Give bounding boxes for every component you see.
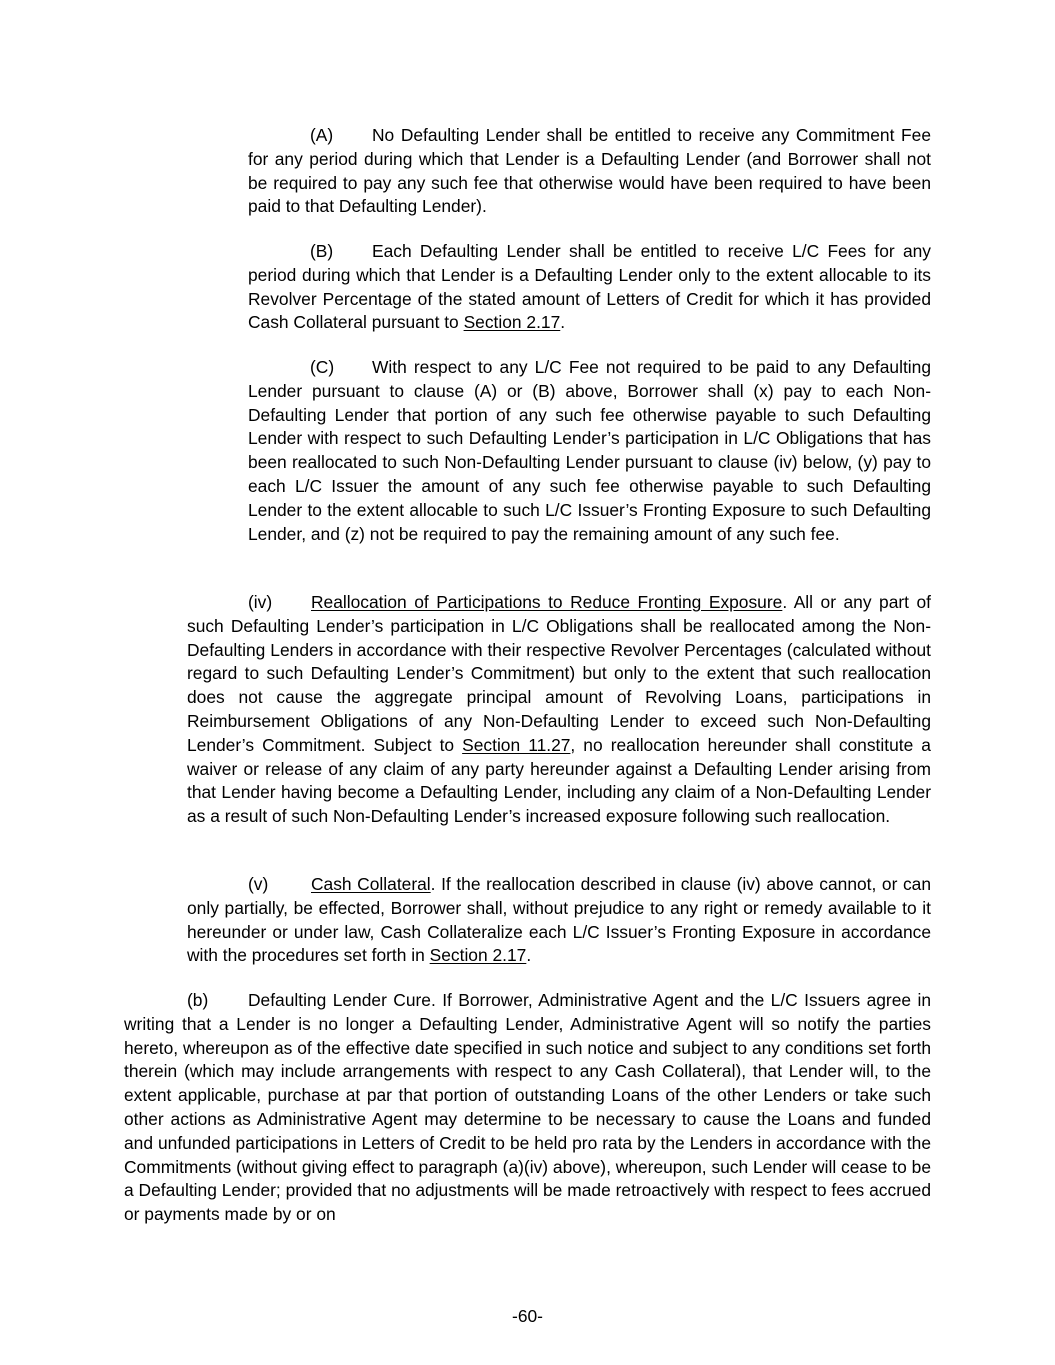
paragraph-end: . bbox=[560, 312, 566, 333]
paragraph-b bbox=[124, 989, 931, 1227]
paragraph-end: . bbox=[526, 945, 532, 966]
clause-label: (b) bbox=[187, 990, 209, 1010]
paragraph-A bbox=[248, 124, 931, 219]
section-reference-link[interactable]: Section 11.27 bbox=[462, 734, 571, 755]
paragraph-heading: Cash Collateral bbox=[311, 874, 431, 894]
paragraph-text: With respect to any L/C Fee not required to be paid to any Defaulting Lender pursuant to clause (A) or (B) above, Borrower shall (x) pay to each Non-Defaulting Lender that portion of any such fee otherwise payable to such Defaulting Lender with respect to such Defaulting Lender’s participation in L/C Obligations that has been reallocated to such Non-Defaulting Lender pursuant to clause (iv) below, (y) pay to each L/C Issuer the amount of any such fee otherwise payable to such Defaulting Lender to the extent allocable to such L/C Issuer’s Fronting Exposure to such Defaulting Lender, and (z) not be required to pay the remaining amount of any such fee. bbox=[248, 357, 931, 544]
paragraph-iv bbox=[187, 591, 931, 829]
paragraph-text: Each Defaulting Lender shall be entitled to receive L/C Fees for any period during which that Lender is a Defaulting Lender only to the extent allocable to its Revolver Percentage of the stated amount of Letters of Credit for which it has provided Cash Collateral pursuant to bbox=[248, 241, 931, 333]
paragraph-v bbox=[187, 873, 931, 968]
clause-label: (C) bbox=[310, 357, 335, 377]
clause-label: (A) bbox=[310, 125, 334, 145]
clause-label: (iv) bbox=[248, 592, 273, 612]
paragraph-B bbox=[248, 240, 931, 335]
paragraph-text: No Defaulting Lender shall be entitled to receive any Commitment Fee for any period during which that Lender is a Defaulting Lender (and Borrower shall not be required to pay any such fee that otherwise would have been required to have been paid to that Defaulting Lender). bbox=[248, 125, 931, 217]
clause-label: (v) bbox=[248, 874, 269, 894]
section-reference-link[interactable]: Section 2.17 bbox=[429, 945, 527, 966]
paragraph-text: . All or any part of such Defaulting Lender’s participation in L/C Obligations shall be reallocated among the Non-Defaulting Lenders in accordance with their respective Revolver Percentages (calculated without regard to such Defaulting Lender’s Commitment) but only to the extent that such reallocation does not cause the aggregate principal amount of Revolving Loans, participations in Reimbursement Obligations of any Non-Defaulting Lender to exceed such Non-Defaulting Lender’s Commitment. Subject to bbox=[187, 592, 931, 755]
clause-label: (B) bbox=[310, 241, 334, 261]
paragraph-C bbox=[248, 356, 931, 546]
paragraph-text: Defaulting Lender Cure. If Borrower, Administrative Agent and the L/C Issuers agree in writing that a Lender is no longer a Defaulting Lender, Administrative Agent will so notify the parties hereto, whereupon as of the effective date specified in such notice and subject to any conditions set forth therein (which may include arrangements with respect to any Cash Collateral), that Lender will, to the extent applicable, purchase at par that portion of outstanding Loans of the other Lenders or take such other actions as Administrative Agent may determine to be necessary to cause the Loans and funded and unfunded participations in Letters of Credit to be held pro rata by the Lenders in accordance with the Commitments (without giving effect to paragraph (a)(iv) above), whereupon, such Lender will cease to be a Defaulting Lender; provided that no adjustments will be made retroactively with respect to fees accrued or payments made by or on bbox=[124, 990, 931, 1225]
paragraph-text-continued: , no reallocation hereunder shall constitute a waiver or release of any claim of any party hereunder against a Defaulting Lender arising from that Lender having become a Defaulting Lender, including any claim of a Non-Defaulting Lender as a result of such Non-Defaulting Lender’s increased exposure following such reallocation. bbox=[187, 734, 931, 827]
paragraph-heading: Reallocation of Participations to Reduce Fronting Exposure bbox=[311, 592, 783, 612]
section-reference-link[interactable]: Section 2.17 bbox=[463, 312, 561, 333]
paragraph-text: . If the reallocation described in clause (iv) above cannot, or can only partially, be effected, Borrower shall, without prejudice to any right or remedy available to it hereunder or under law, Cash Collateralize each L/C Issuer’s Fronting Exposure in accordance with the procedures set forth in bbox=[187, 874, 932, 966]
page-number: -60- bbox=[512, 1306, 543, 1326]
